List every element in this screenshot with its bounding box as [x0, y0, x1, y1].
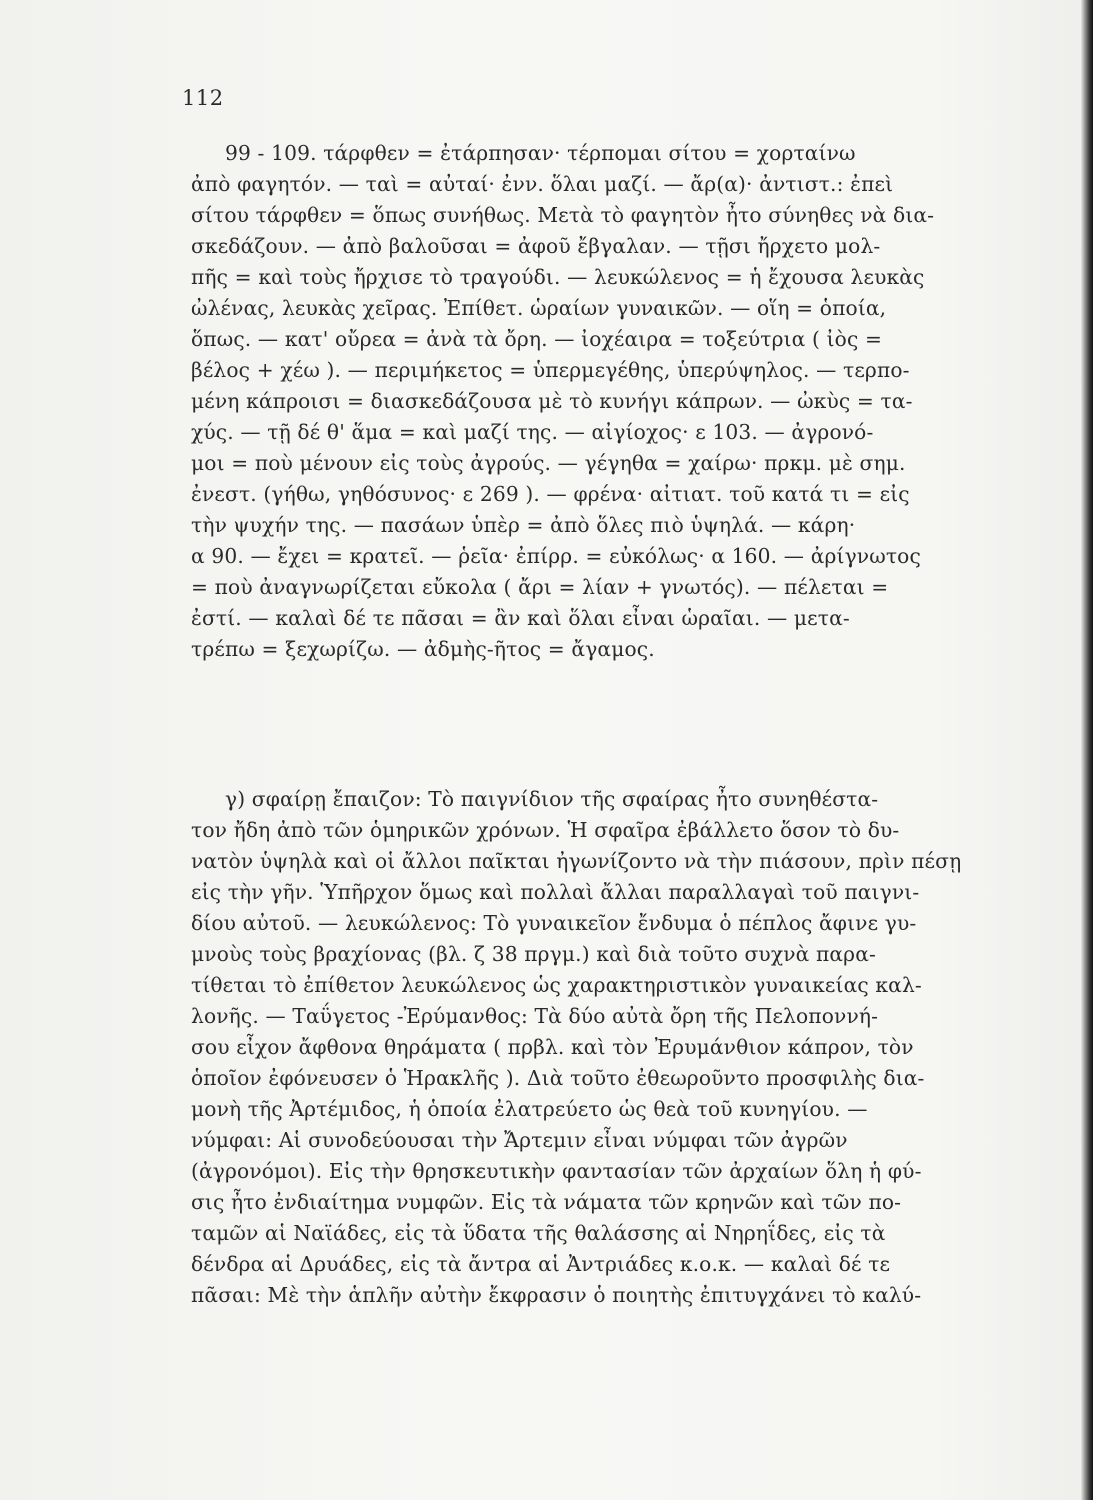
text-line: δένδρα αἱ Δρυάδες, εἰς τὰ ἄντρα αἱ Ἀντριάδες κ.ο.κ. — καλαὶ δέ τε: [191, 1252, 891, 1276]
text-line: νύμφαι: Αἱ συνοδεύουσαι τὴν Ἄρτεμιν εἶναι νύμφαι τῶν ἀγρῶν: [191, 1128, 848, 1152]
text-line: = ποὺ ἀναγνωρίζεται εὔκολα ( ἄρι = λίαν + γνωτός). — πέλεται =: [191, 575, 889, 599]
text-line: πᾶσαι: Μὲ τὴν ἁπλῆν αὐτὴν ἔκφρασιν ὁ ποιητὴς ἐπιτυγχάνει τὸ καλύ-: [191, 1283, 922, 1307]
text-line: βέλος + χέω ). — περιμήκετος = ὑπερμεγέθης, ὑπερύψηλος. — τερπο-: [191, 358, 910, 382]
text-line: λονῆς. — Ταΰγετος -Ἐρύμανθος: Τὰ δύο αὐτὰ ὄρη τῆς Πελοποννή-: [191, 1004, 879, 1028]
text-line: τὴν ψυχήν της. — πασάων ὑπὲρ = ἀπὸ ὅλες πιὸ ὑψηλά. — κάρη·: [191, 513, 856, 537]
text-line: ἀπὸ φαγητόν. — ταὶ = αὐταί· ἐνν. ὅλαι μαζί. — ἄρ(α)· ἀντιστ.: ἐπεὶ: [191, 172, 894, 196]
text-line: γ) σφαίρῃ ἔπαιζον: Τὸ παιγνίδιον τῆς σφαίρας ἦτο συνηθέστα-: [225, 787, 879, 811]
page-number: 112: [182, 86, 224, 110]
text-line: μονὴ τῆς Ἀρτέμιδος, ἡ ὁποία ἐλατρεύετο ὡς θεὰ τοῦ κυνηγίου. —: [191, 1097, 868, 1121]
text-line: 99 - 109. τάρφθεν = ἐτάρπησαν· τέρπομαι σίτου = χορταίνω: [225, 141, 856, 165]
text-line: τον ἤδη ἀπὸ τῶν ὁμηρικῶν χρόνων. Ἡ σφαῖρα ἐβάλλετο ὅσον τὸ δυ-: [191, 818, 900, 842]
notes-block-gamma: [191, 784, 1006, 1311]
text-line: (ἀγρονόμοι). Εἰς τὴν θρησκευτικὴν φαντασίαν τῶν ἀρχαίων ὅλη ἡ φύ-: [191, 1159, 922, 1183]
text-line: σου εἶχον ἄφθονα θηράματα ( πρβλ. καὶ τὸν Ἐρυμάνθιον κάπρον, τὸν: [191, 1035, 914, 1059]
text-line: ταμῶν αἱ Ναϊάδες, εἰς τὰ ὕδατα τῆς θαλάσσης αἱ Νηρηΐδες, εἰς τὰ: [191, 1221, 886, 1245]
page-edge-shadow: [1081, 0, 1093, 1500]
text-line: χύς. — τῇ δέ θ' ἅμα = καὶ μαζί της. — αἰγίοχος· ε 103. — ἀγρονό-: [191, 420, 874, 444]
text-line: εἰς τὴν γῆν. Ὑπῆρχον ὅμως καὶ πολλαὶ ἄλλαι παραλλαγαὶ τοῦ παιγνι-: [191, 880, 920, 904]
text-line: μένη κάπροισι = διασκεδάζουσα μὲ τὸ κυνήγι κάπρων. — ὠκὺς = τα-: [191, 389, 913, 413]
text-line: σίτου τάρφθεν = ὅπως συνήθως. Μετὰ τὸ φαγητὸν ἦτο σύνηθες νὰ δια-: [191, 203, 935, 227]
text-line: ὁποῖον ἐφόνευσεν ὁ Ἡρακλῆς ). Διὰ τοῦτο ἐθεωροῦντο προσφιλὴς δια-: [191, 1066, 925, 1090]
text-line: σις ἦτο ἐνδιαίτημα νυμφῶν. Εἰς τὰ νάματα τῶν κρηνῶν καὶ τῶν πο-: [191, 1190, 902, 1214]
text-line: τίθεται τὸ ἐπίθετον λευκώλενος ὡς χαρακτηριστικὸν γυναικείας καλ-: [191, 973, 922, 997]
text-line: νατὸν ὑψηλὰ καὶ οἱ ἄλλοι παῖκται ἠγωνίζοντο νὰ τὴν πιάσουν, πρὶν πέσῃ: [191, 849, 962, 873]
text-line: ἐνεστ. (γήθω, γηθόσυνος· ε 269 ). — φρένα· αἰτιατ. τοῦ κατά τι = εἰς: [191, 482, 910, 506]
text-line: σκεδάζουν. — ἀπὸ βαλοῦσαι = ἀφοῦ ἔβγαλαν. — τῇσι ἤρχετο μολ-: [191, 234, 881, 258]
text-line: μνοὺς τοὺς βραχίονας (βλ. ζ 38 πργμ.) καὶ διὰ τοῦτο συχνὰ παρα-: [191, 942, 876, 966]
text-line: πῆς = καὶ τοὺς ἤρχισε τὸ τραγούδι. — λευκώλενος = ἡ ἔχουσα λευκὰς: [191, 265, 925, 289]
text-line: ὅπως. — κατ' οὔρεα = ἀνὰ τὰ ὄρη. — ἰοχέαιρα = τοξεύτρια ( ἰὸς =: [191, 327, 883, 351]
text-line: α 90. — ἔχει = κρατεῖ. — ῥεῖα· ἐπίρρ. = εὐκόλως· α 160. — ἀρίγνωτος: [191, 544, 921, 568]
text-line: μοι = ποὺ μένουν εἰς τοὺς ἀγρούς. — γέγηθα = χαίρω· πρκμ. μὲ σημ.: [191, 451, 906, 475]
text-line: ἐστί. — καλαὶ δέ τε πᾶσαι = ἂν καὶ ὅλαι εἶναι ὡραῖαι. — μετα-: [191, 606, 850, 630]
text-line: τρέπω = ξεχωρίζω. — ἀδμὴς-ῆτος = ἄγαμος.: [191, 637, 655, 661]
text-line: ὠλένας, λευκὰς χεῖρας. Ἐπίθετ. ὡραίων γυναικῶν. — οἵη = ὁποία,: [191, 296, 887, 320]
notes-block-verses-99-109: [191, 138, 1006, 665]
text-line: δίου αὐτοῦ. — λευκώλενος: Τὸ γυναικεῖον ἔνδυμα ὁ πέπλος ἄφινε γυ-: [191, 911, 917, 935]
